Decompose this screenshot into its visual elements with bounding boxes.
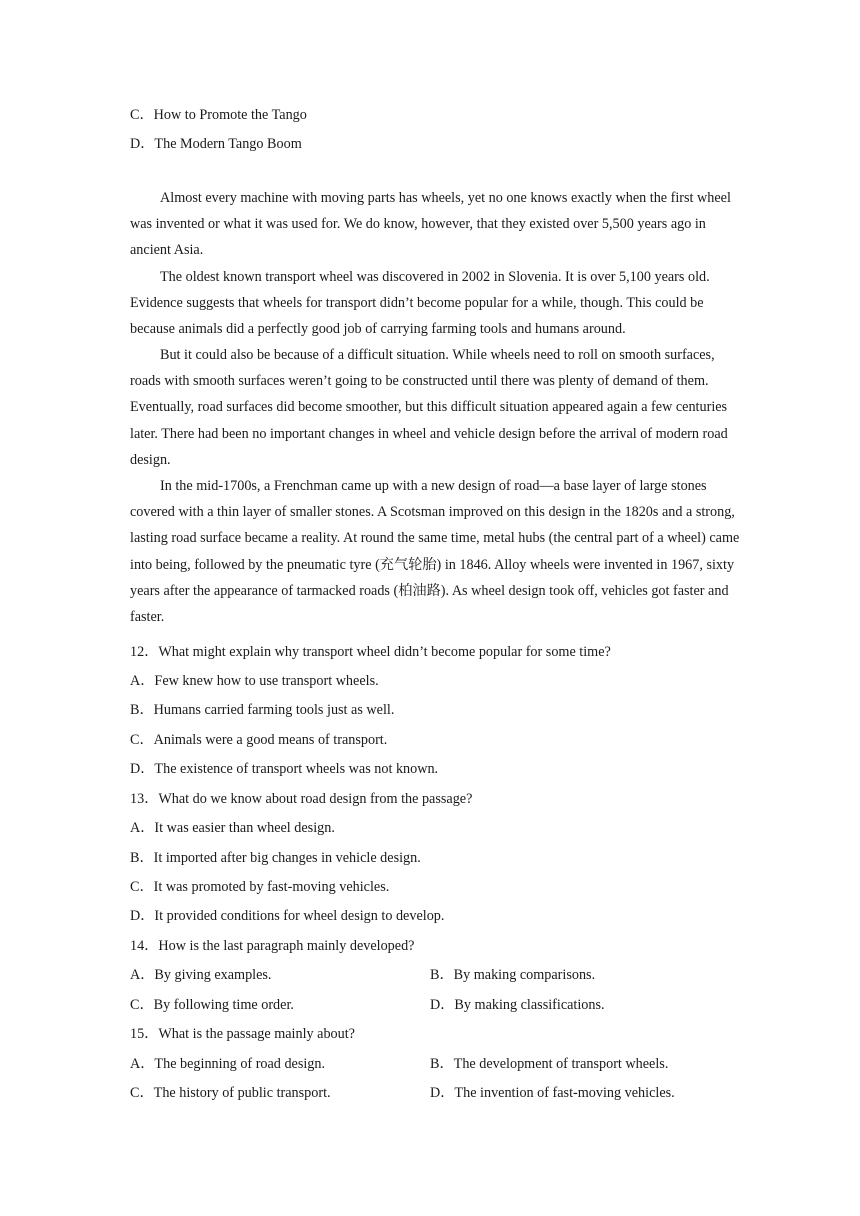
question-13-option-c: C．It was promoted by fast-moving vehicles. [130,879,390,895]
question-12-option-b: B．Humans carried farming tools just as well. [130,702,395,718]
question-14-option-d: D．By making classifications. [430,997,605,1013]
question-12-option-c: C．Animals were a good means of transport. [130,732,388,748]
question-13-option-b: B．It imported after big changes in vehicle design. [130,850,421,866]
question-13-option-d: D．It provided conditions for wheel design to develop. [130,908,445,924]
question-15-option-b: B．The development of transport wheels. [430,1056,669,1072]
question-15-stem: 15．What is the passage mainly about? [130,1026,355,1042]
question-12-option-a: A．Few knew how to use transport wheels. [130,673,379,689]
passage-paragraph-3: But it could also be because of a difficult situation. While wheels need to roll on smooth surfaces, roads with smooth surfaces weren’t going to be constructed until there was plenty of demand of them. Eventually, road surfaces did become smoother, but this difficult situation appeared again a few centuries later. There had been no important changes in wheel and vehicle design before the arrival of modern road design. [130,347,728,468]
question-13-stem: 13．What do we know about road design from the passage? [130,791,473,807]
question-12-option-d: D．The existence of transport wheels was not known. [130,761,439,777]
question-15-option-d: D．The invention of fast-moving vehicles. [430,1085,675,1101]
passage-paragraph-2: The oldest known transport wheel was discovered in 2002 in Slovenia. It is over 5,100 years old. Evidence suggests that wheels for transport didn’t become popular for a while, though. This could be because animals did a perfectly good job of carrying farming tools and humans around. [130,269,710,338]
question-14-option-a: A．By giving examples. [130,967,272,983]
passage-paragraph-1: Almost every machine with moving parts has wheels, yet no one knows exactly when the first wheel was invented or what it was used for. We do know, however, that they existed over 5,500 years ago in ancient Asia. [130,190,731,259]
question-14-stem: 14．How is the last paragraph mainly developed? [130,938,415,954]
question-15-option-a: A．The beginning of road design. [130,1056,326,1072]
prev-option-d: D．The Modern Tango Boom [130,136,302,152]
question-12-stem: 12．What might explain why transport wheel didn’t become popular for some time? [130,644,611,660]
question-14-option-b: B．By making comparisons. [430,967,596,983]
passage-paragraph-4: In the mid-1700s, a Frenchman came up with a new design of road—a base layer of large stones covered with a thin layer of smaller stones. A Scotsman improved on this design in the 1820s and a strong, lasting road surface became a reality. At round the same time, metal hubs (the central part of a wheel) came into being, followed by the pneumatic tyre (充气轮胎) in 1846. Alloy wheels were invented in 1967, sixty years after the appearance of tarmacked roads (柏油路). As wheel design took off, vehicles got faster and faster. [130,478,740,626]
question-15-option-c: C．The history of public transport. [130,1085,331,1101]
question-13-option-a: A．It was easier than wheel design. [130,820,335,836]
prev-option-c: C．How to Promote the Tango [130,107,307,123]
question-14-option-c: C．By following time order. [130,997,294,1013]
